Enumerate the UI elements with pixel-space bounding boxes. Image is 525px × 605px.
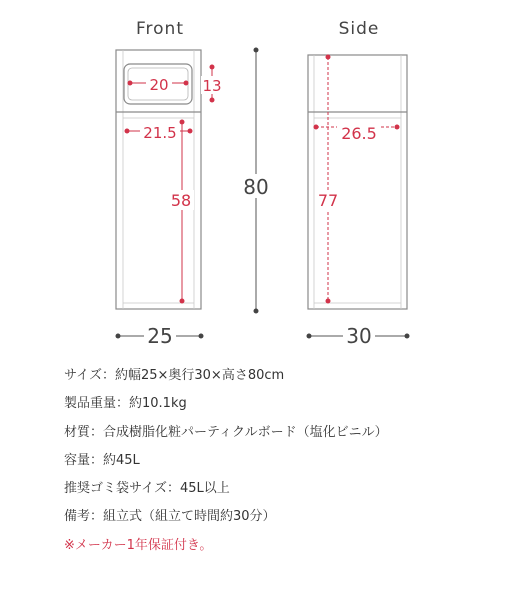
spec-capacity: 容量：約45L xyxy=(64,452,140,468)
total-width-end-right xyxy=(199,334,204,339)
total-height-label: 80 xyxy=(243,175,269,199)
total-depth-dimension xyxy=(307,324,410,348)
spec-bag-size: 推奨ゴミ袋サイズ：45L以上 xyxy=(64,481,230,497)
side-inner-height-end-top xyxy=(326,55,331,60)
front-view-label: Front xyxy=(136,19,184,39)
total-depth-end-right xyxy=(405,334,410,339)
inner-depth-end-left xyxy=(314,125,319,130)
spec-remarks: 備考：組立式（組立て時間約30分） xyxy=(64,509,276,525)
spec-size: サイズ：約幅25×奥行30×高さ80cm xyxy=(64,368,285,383)
total-height-dimension xyxy=(240,48,272,314)
total-height-end-bottom xyxy=(254,309,259,314)
warranty-note: ※メーカー1年保証付き。 xyxy=(64,537,213,553)
lid-height-end-bottom xyxy=(210,98,215,103)
side-inner-height-end-bottom xyxy=(326,299,331,304)
lid-width-end-right xyxy=(184,81,189,86)
lid-width-label: 20 xyxy=(149,76,169,94)
inner-width-label: 21.5 xyxy=(143,124,177,142)
side-view xyxy=(308,55,407,310)
front-inner-height-end-bottom xyxy=(180,299,185,304)
lid-width-end-left xyxy=(128,81,133,86)
side-view-label: Side xyxy=(338,19,380,39)
lid-height-label: 13 xyxy=(202,77,222,95)
total-width-end-left xyxy=(116,334,121,339)
spec-weight: 製品重量：約10.1kg xyxy=(64,396,187,412)
lid-height-end-top xyxy=(210,65,215,70)
inner-width-end-right xyxy=(188,129,193,134)
front-inner-height-label: 58 xyxy=(170,191,192,210)
inner-width-end-left xyxy=(125,129,130,134)
inner-depth-end-right xyxy=(395,125,400,130)
side-inner-height-label: 77 xyxy=(317,191,339,210)
total-width-dimension xyxy=(116,324,204,348)
total-depth-end-left xyxy=(307,334,312,339)
total-width-label: 25 xyxy=(147,324,173,348)
spec-material: 材質：合成樹脂化粧パーティクルボード（塩化ビニル） xyxy=(64,424,388,440)
front-view xyxy=(116,50,223,309)
total-height-end-top xyxy=(254,48,259,53)
side-outer-outline xyxy=(308,55,407,309)
inner-depth-label: 26.5 xyxy=(341,124,377,143)
front-inner-height-end-top xyxy=(180,120,185,125)
total-depth-label: 30 xyxy=(346,324,372,348)
spec-list xyxy=(64,366,514,564)
